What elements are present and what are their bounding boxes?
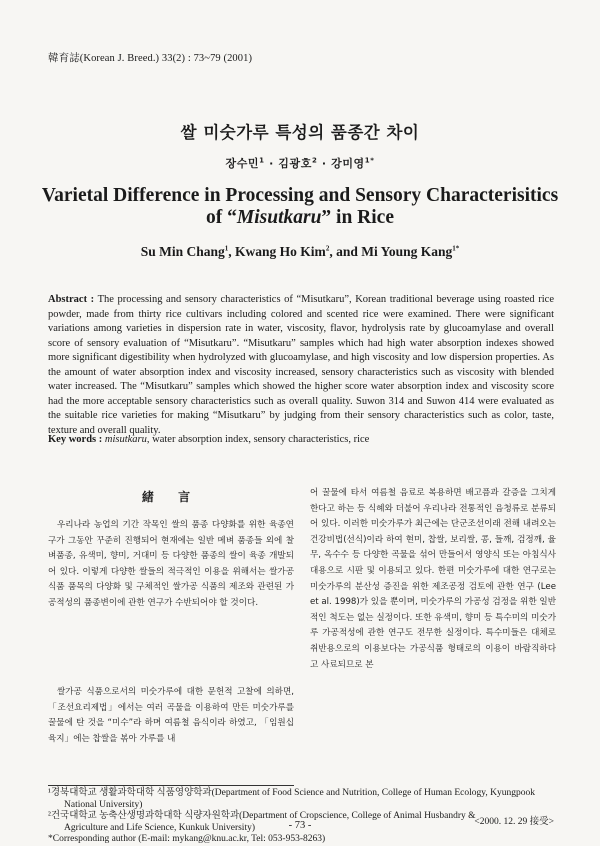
english-title-line1: Varietal Difference in Processing and Sensory Characterisitics bbox=[41, 185, 559, 206]
intro-paragraph-2 bbox=[48, 685, 294, 747]
keywords-rest: , water absorption index, sensory characteristics, rice bbox=[146, 434, 370, 445]
abstract bbox=[48, 293, 554, 438]
abstract-text: The processing and sensory characteristics of “Misutkaru”, Korean traditional beverage using roasted rice powder, made from thirty rice cultivars including colored and scented rice were examined. There were significant variations among varieties in dispersion rate in water, viscosity, flavor, hydrolysis rate by glucoamylase and overall score of sensory evaluation of “Misutkaru”. “Misutkaru” samples which had high water absorption indexes showed more significant digestibility when hydrolyzed with glucoamylase, and high viscosity and low dispersion properties. As the amount of water absorption index and viscosity increased, sensory characteristics such as viscosity with blended water increased. The “Misutkaru” samples which showed the higher score water absorption index and viscosity score had the more acceptable sensory characteristics such as overall quality. Suwon 314 and Suwon 414 were evaluated as the suitable rice varieties for making “Misutkaru” by judging from their sensory characteristics such as color, taste, texture and overall quality. bbox=[48, 294, 555, 436]
footnote-1-line2: National University) bbox=[64, 799, 143, 810]
english-title-line2-post: ” in Rice bbox=[321, 207, 394, 228]
korean-author-1-affiliation: 1 bbox=[259, 156, 265, 165]
page-number: - 73 - bbox=[288, 820, 312, 831]
intro-paragraph-right-text: 어 꿀물에 타서 여름철 음료로 복용하면 배고픔과 갈증을 그치게 한다고 하는 등 식혜와 더불어 우리나라 전통적인 음청류로 분류되어 있다. 이러한 미숫가루가 최근에는 단군조선이래 전해 내려오는 건강비법(선식)이라 하여 현미, 찹쌀, 보리쌀, 콩, 들깨, 검정깨, 율무, 옥수수 등 다양한 곡물을 섞어 만들어서 영양식 또는 아침식사 대용으로 시판 및 이용되고 있다. 한편 미숫가루에 대한 연구로는 미숫가루의 분산성 증진을 위한 제조공정 검토에 관한 연구 (Lee et al. 1998)가 있을 뿐이며, 미숫가루의 가공성 검정을 위한 일반적인 척도는 없는 실정이다. 또한 유색미, 향미 등 특수미의 미숫가루 가공적성에 관한 연구도 전무한 실정이다. 특수미들은 대체로 취반용으로의 이용보다는 가공식품 형태로의 이용이 바람직하다고 사료되므로 본 bbox=[310, 488, 556, 670]
english-author-1-affiliation: 1 bbox=[224, 244, 229, 253]
english-author-3-affiliation: 1* bbox=[452, 244, 460, 253]
korean-author-3: 강미영 bbox=[331, 157, 365, 170]
english-title-line2-pre: of “ bbox=[206, 207, 237, 228]
korean-author-3-affiliation: 1* bbox=[364, 156, 375, 165]
intro-paragraph-right bbox=[310, 486, 556, 673]
footnote-1-line1: ¹경북대학교 생활과학대학 식품영양학과(Department of Food Science and Nutrition, College of Human Ecology, Kyungpook bbox=[48, 788, 535, 798]
intro-paragraph-1 bbox=[48, 518, 294, 612]
footnote-2-line1: ²건국대학교 농축산생명과학대학 식량자원학과(Department of Cropscience, College of Animal Husbandry & bbox=[48, 811, 476, 821]
english-authors: Su Min Chang$^1$, Kwang Ho Kim$^2$, and Mi Young Kang$^{1*}$ bbox=[140, 244, 460, 259]
english-author-1: Su Min Chang bbox=[140, 244, 225, 259]
footnote-2-line2: Agriculture and Life Science, Kunkuk University) bbox=[64, 822, 255, 833]
journal-citation: 韓育誌(Korean J. Breed.) 33(2) : 73~79 (2001) bbox=[48, 53, 253, 64]
english-author-3: Mi Young Kang bbox=[361, 244, 453, 259]
received-date: <2000. 12. 29 接受> bbox=[474, 817, 554, 827]
english-title bbox=[0, 185, 600, 229]
keywords-label: Key words : bbox=[48, 434, 103, 445]
keyword-italic: misutkaru bbox=[102, 434, 147, 445]
korean-title: 쌀 미숫가루 특성의 품종간 차이 bbox=[180, 123, 420, 142]
author-separator: · bbox=[264, 157, 279, 170]
author-separator: · bbox=[317, 157, 332, 170]
footnote-corresponding: *Corresponding author (E-mail: mykang@knu.ac.kr, Tel: 053-953-8263) bbox=[48, 834, 326, 844]
korean-author-2: 김광호 bbox=[278, 157, 312, 170]
keywords bbox=[48, 434, 554, 445]
intro-paragraph-1-text: 우리나라 농업의 기간 작목인 쌀의 품종 다양화를 위한 육종연구가 그동안 꾸준히 진행되어 현재에는 일반 메벼 품종들 외에 찰벼품종, 유색미, 향미, 거대미 등 다양한 품종의 쌀이 육종 개발되어 있다. 이렇게 다양한 쌀들의 적극적인 이용을 위해서는 쌀가공 식품 품목의 다양화 및 구체적인 쌀가공 식품의 제조와 관련된 가공적성의 품종변이에 관한 연구가 수반되어야 할 것이다. bbox=[48, 520, 294, 608]
intro-paragraph-2-text: 쌀가공 식품으로서의 미숫가루에 대한 문헌적 고찰에 의하면, 「조선요리제법」에서는 여러 곡물을 이용하여 만든 미숫가루를 꿀물에 탄 것을 “미수”라 하며 여름철 음식이라 하였고, 「임원십육지」에는 찹쌀을 볶아 가루를 내 bbox=[48, 687, 294, 744]
english-author-2: Kwang Ho Kim bbox=[235, 244, 326, 259]
english-title-italic: Misutkaru bbox=[236, 207, 322, 228]
korean-author-2-affiliation: 2 bbox=[311, 156, 318, 165]
footnote-affiliation-1 bbox=[48, 788, 554, 811]
english-author-2-affiliation: 2 bbox=[325, 244, 330, 253]
abstract-label: Abstract : bbox=[48, 294, 95, 305]
korean-authors bbox=[0, 155, 600, 171]
section-heading-introduction: 緒 言 bbox=[141, 490, 201, 504]
footnote-rule bbox=[48, 785, 294, 786]
english-title-line2 bbox=[0, 207, 600, 229]
korean-author-1: 장수민 bbox=[225, 157, 260, 170]
